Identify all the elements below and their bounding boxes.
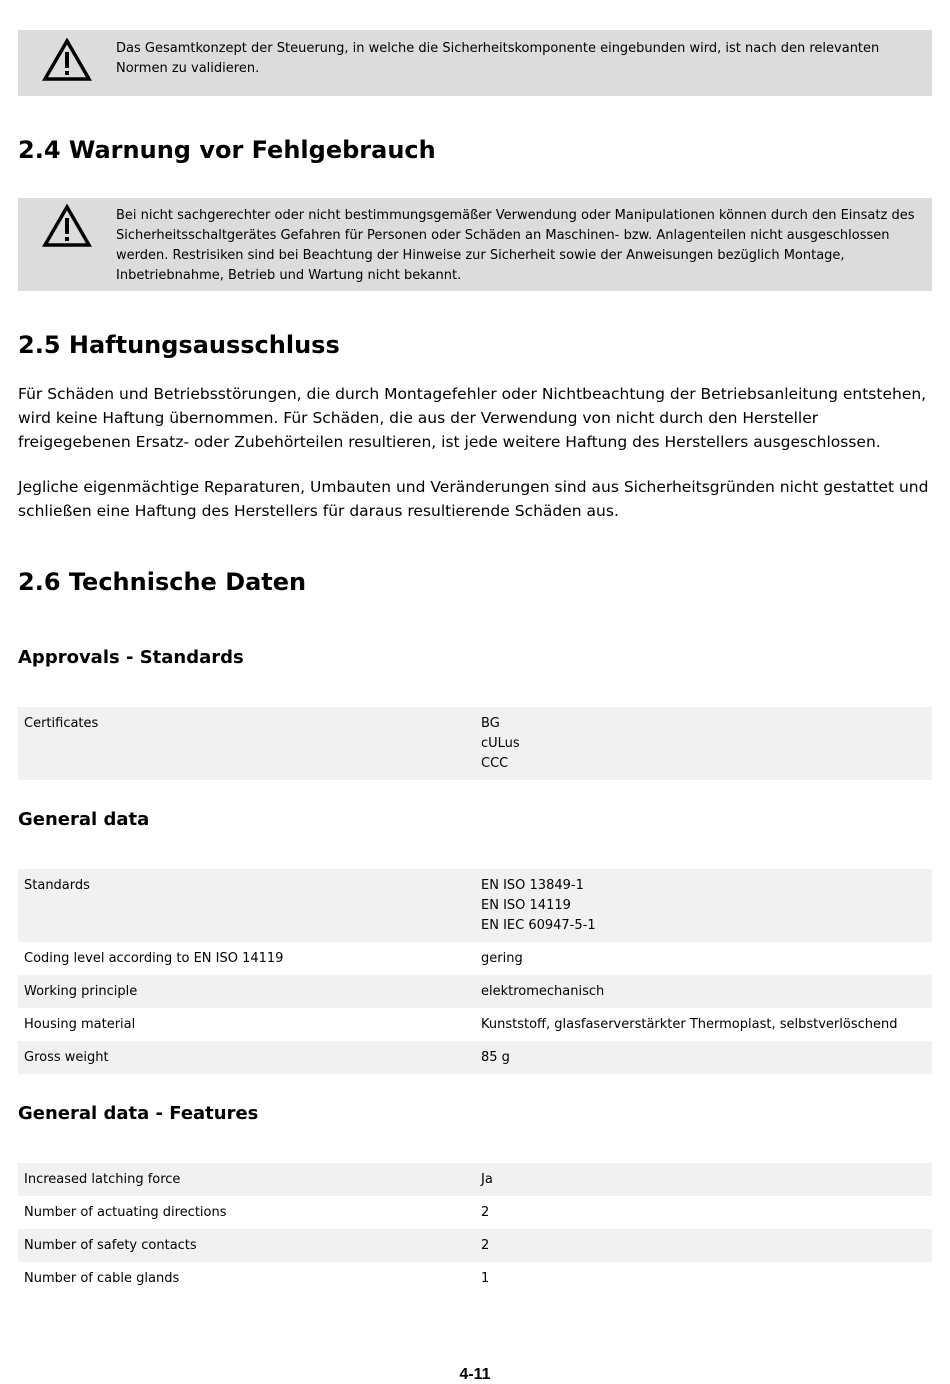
- paragraph-modifications: Jegliche eigenmächtige Reparaturen, Umbauten und Veränderungen sind aus Sicherheitsgründen nicht gestattet und schließen eine Haftung des Herstellers für daraus resultierende Schäden aus.: [18, 478, 929, 520]
- row-value-line: EN ISO 14119: [481, 898, 571, 913]
- table-row: [18, 1008, 932, 1041]
- row-value: elektromechanisch: [481, 984, 605, 999]
- paragraph-liability: Für Schäden und Betriebsstörungen, die durch Montagefehler oder Nichtbeachtung der Betriebsanleitung entstehen, wird keine Haftung übernommen. Für Schäden, die aus der Verwendung von nicht durch den Hersteller freigegebenen Ersatz- oder Zubehörteilen resultieren, ist jede weitere Haftung des Herstellers ausgeschlossen.: [18, 385, 927, 451]
- warning-text: Bei nicht sachgerechter oder nicht bestimmungsgemäßer Verwendung oder Manipulationen können durch den Einsatz des Sicherheitsschaltgerätes Gefahren für Personen oder Schäden an Maschinen- bzw. Anlagenteilen nicht ausgeschlossen werden. Restrisiken sind bei Beachtung der Hinweise zur Sicherheit sowie der Anweisungen bezüglich Montage, Inbetriebnahme, Betrieb und Wartung nicht bekannt.: [116, 208, 915, 283]
- row-value-line: BG: [481, 716, 500, 731]
- row-value-line: EN IEC 60947-5-1: [481, 918, 596, 933]
- warning-triangle-icon: [42, 204, 92, 248]
- row-label: Number of actuating directions: [24, 1205, 227, 1220]
- row-value: 1: [481, 1271, 490, 1286]
- features-table: [18, 1163, 932, 1295]
- row-value-line: CCC: [481, 756, 509, 771]
- row-label: Number of safety contacts: [24, 1238, 197, 1253]
- section-title-2-6: 2.6 Technische Daten: [18, 568, 307, 596]
- section-title-2-4: 2.4 Warnung vor Fehlgebrauch: [18, 136, 436, 164]
- warning-box-validation: [18, 30, 932, 96]
- row-value: 2: [481, 1205, 490, 1220]
- table-row: [18, 942, 932, 975]
- table-row: [18, 1041, 932, 1074]
- table-heading-general: General data: [18, 809, 150, 830]
- table-row: [18, 1163, 932, 1196]
- table-row: [18, 1196, 932, 1229]
- row-label: Increased latching force: [24, 1172, 181, 1187]
- row-label: Number of cable glands: [24, 1271, 180, 1286]
- table-heading-approvals: Approvals - Standards: [18, 647, 244, 668]
- warning-text: Das Gesamtkonzept der Steuerung, in welche die Sicherheitskomponente eingebunden wird, ist nach den relevanten Normen zu validieren.: [116, 41, 880, 76]
- row-value-line: cULus: [481, 736, 520, 751]
- table-row: [18, 869, 932, 942]
- row-value: 85 g: [481, 1050, 510, 1065]
- row-label: Coding level according to EN ISO 14119: [24, 951, 284, 966]
- warning-box-misuse: [18, 198, 932, 291]
- row-label: Gross weight: [24, 1050, 109, 1065]
- approvals-table: [18, 707, 932, 780]
- row-value: [475, 869, 932, 942]
- row-label: Working principle: [24, 984, 138, 999]
- row-value: Ja: [481, 1172, 493, 1187]
- row-value: gering: [481, 951, 523, 966]
- row-label: Standards: [24, 878, 90, 893]
- warning-triangle-icon: [42, 38, 92, 82]
- row-label: Certificates: [24, 716, 99, 731]
- row-value: [475, 707, 932, 780]
- table-row: [18, 1262, 932, 1295]
- row-label: Housing material: [24, 1017, 136, 1032]
- row-value-line: EN ISO 13849-1: [481, 878, 584, 893]
- table-row: [18, 707, 932, 780]
- table-heading-features: General data - Features: [18, 1103, 259, 1124]
- section-title-2-5: 2.5 Haftungsausschluss: [18, 331, 340, 359]
- general-data-table: [18, 869, 932, 1074]
- table-row: [18, 975, 932, 1008]
- row-value: 2: [481, 1238, 490, 1253]
- row-value: Kunststoff, glasfaserverstärkter Thermoplast, selbstverlöschend: [481, 1017, 898, 1032]
- page-number: 4-11: [459, 1366, 491, 1383]
- table-row: [18, 1229, 932, 1262]
